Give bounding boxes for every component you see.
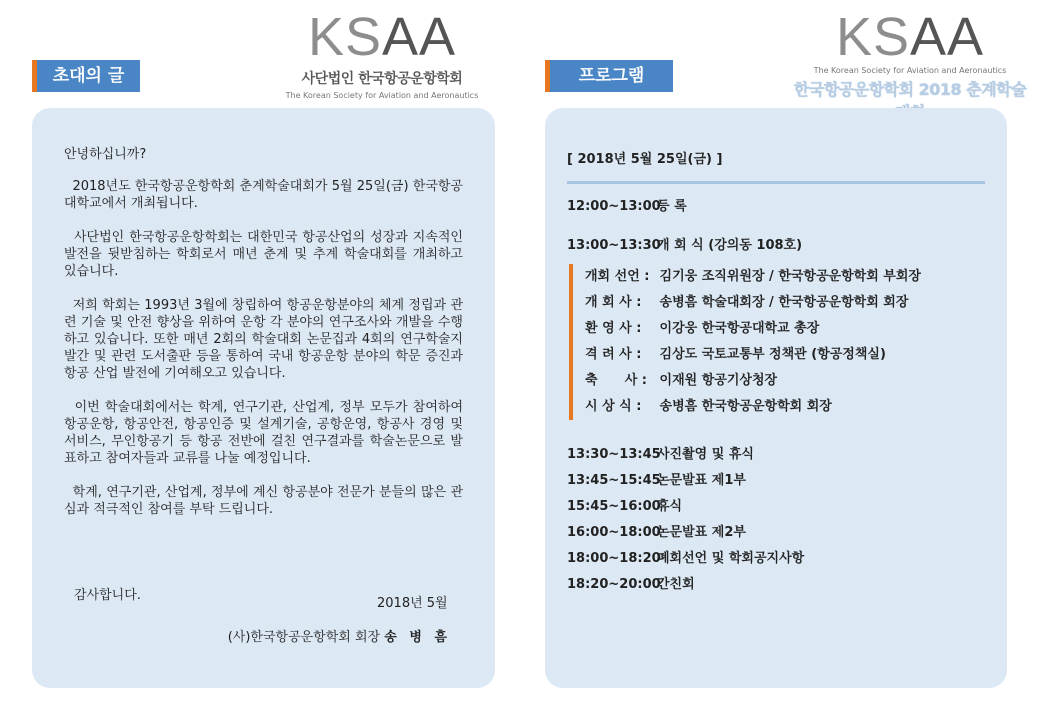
ksaa-logo-right	[790, 7, 1030, 123]
ceremony-item: 환 영 사 : 이강웅 한국항공대학교 총장	[585, 321, 820, 336]
logo-mark: KSAA	[835, 7, 985, 67]
logo-english-name: The Korean Society for Aviation and Aeronautics	[813, 66, 1007, 75]
ceremony-item: 격 려 사 : 김상도 국토교통부 정책관 (항공정책실)	[585, 347, 886, 362]
ceremony-item: 개회 선언 : 김기웅 조직위원장 / 한국항공운항학회 부회장	[585, 269, 921, 284]
letter-paragraph: 사단법인 한국항공운항학회는 대한민국 항공산업의 성장과 지속적인 발전을 뒷받침하는 학회로서 매년 춘계 및 추계 학술대회를 개최하고 있습니다.	[64, 230, 463, 279]
schedule-item: 18:00~18:20폐회선언 및 학회공지사항	[567, 551, 805, 566]
signer-name: 송 병 흠	[384, 630, 451, 645]
invitation-letter	[64, 146, 463, 518]
closing-thanks: 감사합니다.	[74, 588, 141, 603]
invitation-label: 초대의 글	[32, 60, 140, 92]
letter-paragraph: 학계, 연구기관, 산업계, 정부에 계신 항공분야 전문가 분들의 많은 관심과 적극적인 참여를 부탁 드립니다.	[64, 485, 464, 517]
event-title: 한국항공운항학회 2018 춘계학술	[793, 80, 1027, 99]
opening-ceremony-list	[569, 264, 985, 420]
greeting: 안녕하십니까?	[64, 147, 147, 162]
program-panel	[545, 108, 1007, 688]
schedule-title: 등 록	[657, 199, 687, 214]
letter-paragraph: 저희 학회는 1993년 3월에 창립하여 항공운항분야의 체계 정립과 관련 기술 및 안전 향상을 위하여 운항 각 분야의 연구조사와 개발을 수행하고 있습니다. 또한 매년 2회의 학술대회 논문집과 4회의 연구학술지 발간 및 관련 도서출판 등을 통하여 국내 항공운항 분야의 학문 증진과 항공 산업 발전에 기여해오고 있습니다.	[64, 298, 464, 381]
divider	[567, 181, 985, 184]
logo-english-name: The Korean Society for Aviation and Aeronautics	[285, 91, 479, 100]
schedule-item: 18:20~20:00간친회	[567, 577, 695, 592]
invitation-panel	[32, 108, 495, 688]
signer-title: (사)한국항공운항학회 회장	[227, 630, 381, 645]
ksaa-logo-left	[282, 7, 482, 100]
schedule-title: 개 회 식 (강의동 108호)	[657, 238, 803, 253]
logo-mark: KSAA	[307, 7, 457, 67]
schedule-item: 16:00~18:00논문발표 제2부	[567, 525, 746, 540]
ceremony-item: 축 사 : 이재원 항공기상청장	[585, 373, 778, 388]
schedule-time: 13:00~13:30	[567, 238, 661, 253]
letter-date: 2018년 5월	[377, 596, 448, 611]
ceremony-item: 시 상 식 : 송병흠 한국항공운항학회 회장	[585, 399, 832, 414]
schedule-item: 13:45~15:45논문발표 제1부	[567, 473, 746, 488]
signature	[228, 626, 451, 645]
ceremony-item: 개 회 사 : 송병흠 학술대회장 / 한국항공운항학회 회장	[585, 295, 909, 310]
schedule-time: 12:00~13:00	[567, 199, 661, 214]
logo-korean-name: 사단법인 한국항공운항학회	[301, 71, 463, 87]
program-date: [ 2018년 5월 25일(금) ]	[567, 152, 723, 167]
letter-paragraph: 이번 학술대회에서는 학계, 연구기관, 산업계, 정부 모두가 참여하여 항공운항, 항공안전, 항공인증 및 설계기술, 공항운영, 항공사 경영 및 서비스, 무인항공기 등 항공 전반에 걸친 연구결과를 학술논문으로 발표하고 참여자들과 교류를 나눌 예정입니다.	[64, 400, 464, 466]
schedule-item-opening	[567, 237, 985, 254]
schedule-item: 15:45~16:00휴식	[567, 499, 683, 514]
schedule-item-registration	[567, 198, 985, 215]
schedule-list	[567, 442, 985, 598]
schedule-item: 13:30~13:45사진촬영 및 휴식	[567, 447, 754, 462]
program-label: 프로그램	[545, 60, 673, 92]
letter-paragraph: 2018년도 한국항공운항학회 춘계학술대회가 5월 25일(금) 한국항공대학교에서 개최됩니다.	[64, 179, 463, 211]
